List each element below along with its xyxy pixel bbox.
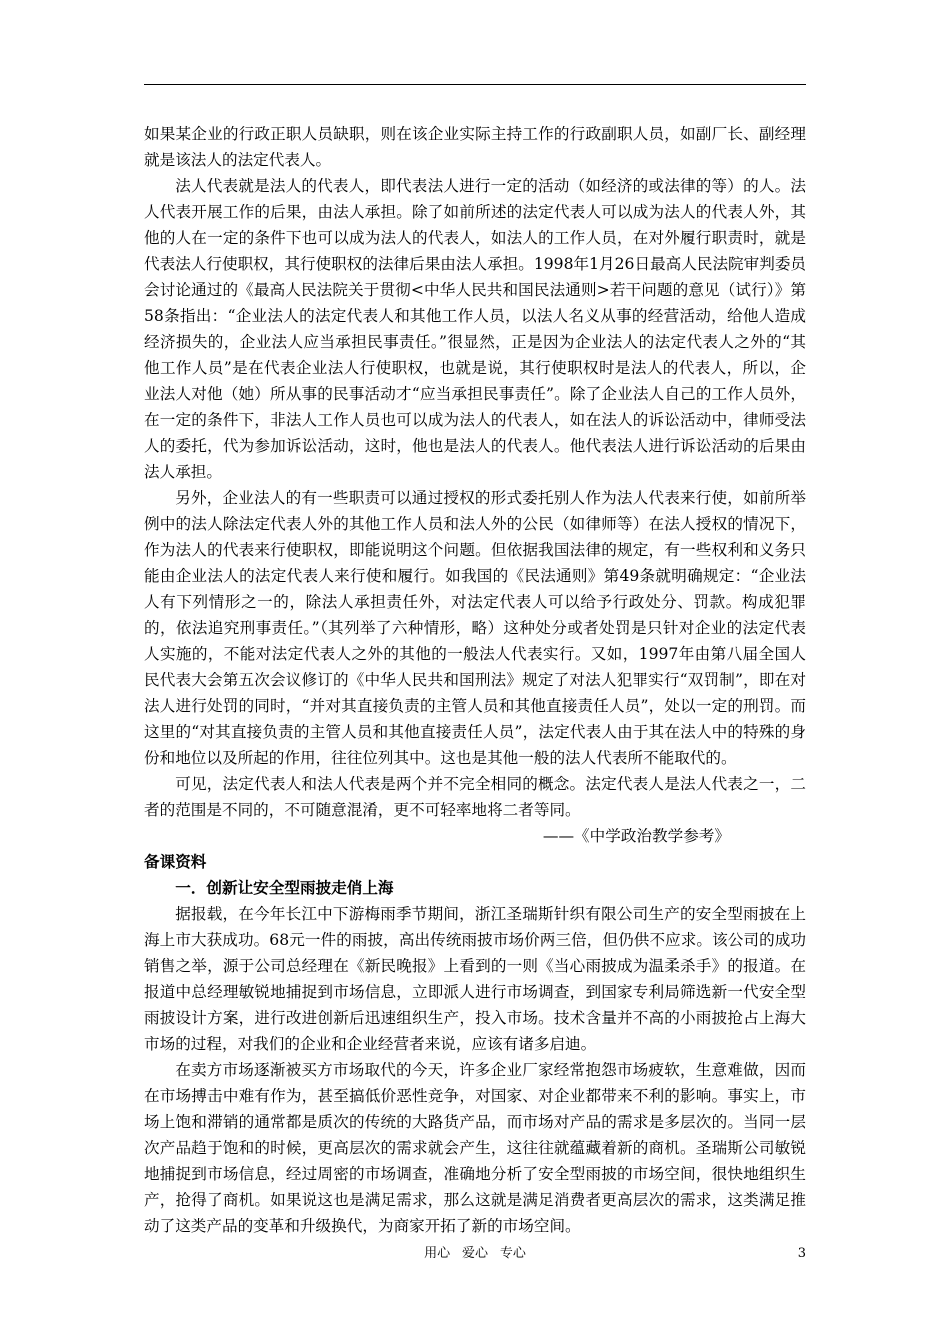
- paragraph-3: 另外，企业法人的有一些职责可以通过授权的形式委托别人作为法人代表来行使，如前所举例中的法人除法定代表人外的其他工作人员和法人外的公民（如律师等）在法人授权的情况下，作为法人的代表来行使职权，即能说明这个问题。但依据我国法律的规定，有一些权利和义务只能由企业法人的法定代表人来行使和履行。如我国的《民法通则》第49条就明确规定：“企业法人有下列情形之一的，除法人承担责任外，对法定代表人可以给予行政处分、罚款。构成犯罪的，依法追究刑事责任。”（其列举了六种情形，略）这种处分或者处罚是只针对企业的法定代表人实施的，不能对法定代表人之外的其他的一般法人代表实行。又如，1997年由第八届全国人民代表大会第五次会议修订的《中华人民共和国刑法》规定了对法人犯罪实行“双罚制”，即在对法人进行处罚的同时，“并对其直接负责的主管人员和其他直接责任人员”，处以一定的刑罚。而这里的“对其直接负责的主管人员和其他直接责任人员”，法定代表人由于其在法人中的特殊的身份和地位以及所起的作用，往往位列其中。这也是其他一般的法人代表所不能取代的。: [144, 489, 806, 767]
- page-content: [144, 121, 806, 1239]
- section-paragraph-1: 据报载，在今年长江中下游梅雨季节期间，浙江圣瑞斯针织有限公司生产的安全型雨披在上海上市大获成功。68元一件的雨披，高出传统雨披市场价两三倍，但仍供不应求。该公司的成功销售之举，源于公司总经理在《新民晚报》上看到的一则《当心雨披成为温柔杀手》的报道。在报道中总经理敏锐地捕捉到市场信息，立即派人进行市场调查，到国家专利局筛选新一代安全型雨披设计方案，进行改进创新后迅速组织生产，投入市场。技术含量并不高的小雨披抢占上海大市场的过程，对我们的企业和企业经营者来说，应该有诸多启迪。: [144, 905, 806, 1053]
- section-paragraph-2: 在卖方市场逐渐被买方市场取代的今天，许多企业厂家经常抱怨市场疲软，生意难做，因而在市场搏击中难有作为，甚至搞低价恶性竞争，对国家、对企业都带来不利的影响。事实上，市场上饱和滞销的通常都是质次的传统的大路货产品，而市场对产品的需求是多层次的。当同一层次产品趋于饱和的时候，更高层次的需求就会产生，这往往就蕴藏着新的商机。圣瑞斯公司敏锐地捕捉到市场信息，经过周密的市场调查，准确地分析了安全型雨披的市场空间，很快地组织生产，抢得了商机。如果说这也是满足需求，那么这就是满足消费者更高层次的需求，这类满足推动了这类产品的变革和升级换代，为商家开拓了新的市场空间。: [144, 1061, 806, 1235]
- paragraph-2: 法人代表就是法人的代表人，即代表法人进行一定的活动（如经济的或法律的等）的人。法人代表开展工作的后果，由法人承担。除了如前所述的法定代表人可以成为法人的代表人外，其他的人在一定的条件下也可以成为法人的代表人，如法人的工作人员，在对外履行职责时，就是代表法人行使职权，其行使职权的法律后果由法人承担。1998年1月26日最高人民法院审判委员会讨论通过的《最高人民法院关于贯彻<中华人民共和国民法通则>若干问题的意见（试行）》第58条指出：“企业法人的法定代表人和其他工作人员，以法人名义从事的经营活动，给他人造成经济损失的，企业法人应当承担民事责任。”很显然，正是因为企业法人的法定代表人之外的“其他工作人员”是在代表企业法人行使职权，也就是说，其行使职权时是法人的代表人，所以，企业法人对他（她）所从事的民事活动才“应当承担民事责任”。除了企业法人自己的工作人员外，在一定的条件下，非法人工作人员也可以成为法人的代表人，如在法人的诉讼活动中，律师受法人的委托，代为参加诉讼活动，这时，他也是法人的代表人。他代表法人进行诉讼活动的后果由法人承担。: [144, 177, 807, 481]
- paragraph-4: 可见，法定代表人和法人代表是两个并不完全相同的概念。法定代表人是法人代表之一，二者的范围是不同的，不可随意混淆，更不可轻率地将二者等同。: [144, 775, 806, 819]
- header-rule: [144, 84, 806, 85]
- paragraph-1: 如果某企业的行政正职人员缺职，则在该企业实际主持工作的行政副职人员，如副厂长、副经理就是该法人的法定代表人。: [144, 125, 806, 169]
- section-title: 备课资料: [144, 853, 207, 871]
- source-citation: ——《中学政治教学参考》: [542, 827, 730, 845]
- footer-motto: 用心 爱心 专心: [424, 1246, 526, 1261]
- page-number: 3: [797, 1246, 806, 1261]
- subsection-title: 一．创新让安全型雨披走俏上海: [175, 879, 394, 897]
